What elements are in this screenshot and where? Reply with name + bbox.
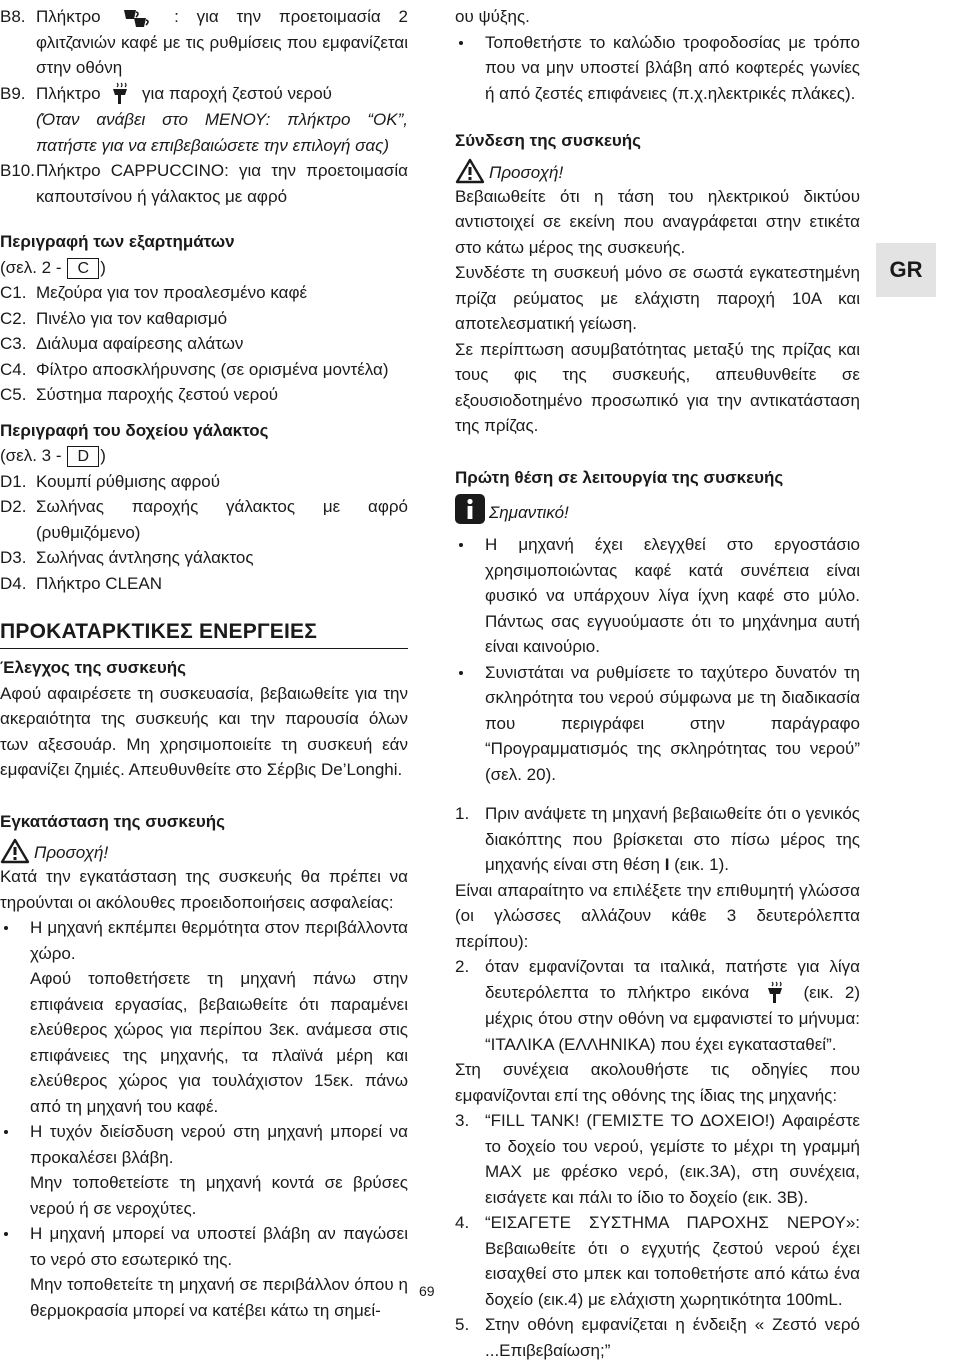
item-number: B10. xyxy=(0,161,35,181)
connect-paragraph: Σε περίπτωση ασυμβατότητας μεταξύ της πρίζας και τους φις της συσκευής, απευθυνθείτε σε εξουσιοδοτημένο προσωπικό για την αντικατάσταση της πρίζας. xyxy=(455,339,860,435)
right-column xyxy=(455,4,860,1363)
list-item-b8 xyxy=(0,4,408,81)
step-number: 5. xyxy=(455,1315,470,1335)
item-text-cont: : για την προετοιμασία 2 φλιτζανιών καφέ με τις ρυθμίσεις που εμφανίζεται στην οθόνη xyxy=(36,7,408,77)
bullet-subtext: Αφού τοποθετήσετε τη μηχανή πάνω στην επιφάνεια εργασίας, βεβαιωθείτε ότι παραμένει ελεύθερος χώρος για περίπου 3εκ. ανάμεσα στις επιφάνειες της μηχανής, τα πλαϊνά μέρη και ελεύθερος χώρος για τουλάχιστον 15εκ. πάνω από τη μηχανή του καφέ. xyxy=(30,969,408,1116)
step-text: “FILL TANK! (ΓΕΜΙΣΤΕ ΤΟ ΔΟΧΕΙΟ!) Αφαιρέστε το δοχείο του νερού, γεμίστε το μέχρι τη γραμμή MAX με φρέσκο νερό, (εικ.3A), στη συνέχεια, εισάγετε και πάλι το ίδιο το δοχείο (εικ. 3B). xyxy=(485,1111,860,1207)
follow-paragraph: Στη συνέχεια ακολουθήστε τις οδηγίες που εμφανίζονται επί της οθόνης της ίδιας της μηχανής: xyxy=(455,1060,860,1105)
step-number: 4. xyxy=(455,1213,470,1233)
bullet-text: Η μηχανή εκπέμπει θερμότητα στον περιβάλλοντα χώρο. xyxy=(30,918,408,963)
bullet-item xyxy=(455,660,860,788)
step-number: 1. xyxy=(455,804,470,823)
milk-heading: Περιγραφή του δοχείου γάλακτος xyxy=(0,420,269,440)
list-item xyxy=(0,469,408,495)
parts-list xyxy=(0,280,408,408)
item-number: B8. xyxy=(0,7,26,26)
bullet-text: Η μηχανή έχει ελεγχθεί στο εργοστάσιο χρησιμοποιώντας καφέ κατά συνέπεια είναι φυσικό να υπάρχουν λίγα ίχνη καφέ στο μύλο. Πάντως σας εγγυούμαστε ότι το μηχάνημα αυτή είναι καινούριο. xyxy=(485,535,860,656)
step-4 xyxy=(455,1210,860,1312)
b9-note: (Όταν ανάβει στο ΜΕΝΟΥ: πλήκτρο “ΟΚ”, πατήστε για να επιβεβαιώσετε την επιλογή σας) xyxy=(36,110,408,155)
connect-paragraph: Βεβαιωθείτε ότι η τάση του ηλεκτρικού δικτύου αντιστοιχεί σε εκείνη που αναγράφεται στην ετικέτα στο κάτω μέρος της συσκευής. xyxy=(455,186,860,257)
item-text: Πινέλο για τον καθαρισμό xyxy=(36,308,228,328)
bullet-item xyxy=(455,30,860,107)
ref-suffix: ) xyxy=(100,257,106,277)
warning-label: Προσοχή! xyxy=(489,162,564,182)
connect-paragraph: Συνδέστε τη συσκευή μόνο σε σωστά εγκατεστημένη πρίζα ρεύματος με ελάχιστη παροχή 10A και αποτελεσματική γείωση. xyxy=(455,263,860,333)
list-item xyxy=(0,331,408,357)
check-paragraph: Αφού αφαιρέσετε τη συσκευασία, βεβαιωθείτε για την ακεραιότητα της συσκευής και την παρουσία όλων των αξεσουάρ. Μη χρησιμοποιείτε τη συσκευή εάν εμφανίζει ζημιές. Απευθυνθείτε στο Σέρβις De’Longhi. xyxy=(0,683,408,780)
step-number: 2. xyxy=(455,957,470,976)
info-icon xyxy=(455,494,485,524)
warning-notice xyxy=(0,838,408,864)
hot-water-icon xyxy=(109,81,133,107)
item-number: C4. xyxy=(0,359,27,379)
ref-suffix: ) xyxy=(100,446,106,466)
bullet-dot xyxy=(0,915,30,966)
item-text: Μεζούρα για τον προαλεσμένο καφέ xyxy=(36,283,308,303)
bullet-subtext: Μην τοποθετείτε τη μηχανή σε περιβάλλον όπου η θερμοκρασία μπορεί να κατέβει κάτω τη σημεί- xyxy=(30,1275,408,1320)
item-text: Σωλήνας άντλησης γάλακτος xyxy=(36,548,254,568)
item-text-cont: για παροχή ζεστού νερού xyxy=(142,83,332,103)
first-use-heading: Πρώτη θέση σε λειτουργία της συσκευής xyxy=(455,467,784,487)
step-5 xyxy=(455,1312,860,1363)
ref-prefix: (σελ. 2 - xyxy=(0,257,62,277)
list-item-b9 xyxy=(0,81,408,108)
step-2 xyxy=(455,954,860,1057)
warning-icon xyxy=(0,838,30,864)
bullet-item xyxy=(455,532,860,660)
list-item xyxy=(0,494,408,545)
list-item xyxy=(0,545,408,571)
step-text: όταν εμφανίζονται τα ιταλικά, πατήστε για λίγα δευτερόλεπτα το πλήκτρο εικόνα xyxy=(485,957,860,1002)
reference-box: C xyxy=(67,258,99,279)
milk-list xyxy=(0,469,408,597)
bullet-dot xyxy=(455,660,485,788)
bullet-item xyxy=(0,1221,408,1272)
bullet-subtext: Μην τοποθετείστε τη μηχανή κοντά σε βρύσες νερού ή σε νεροχύτες. xyxy=(30,1173,408,1218)
list-item-b10 xyxy=(0,158,408,209)
list-item xyxy=(0,357,408,383)
item-number: B9. xyxy=(0,83,26,103)
item-text: Κουμπί ρύθμισης αφρού xyxy=(36,471,221,491)
bullet-text: Η μηχανή μπορεί να υποστεί βλάβη αν παγώσει το νερό στο εσωτερικό της. xyxy=(30,1224,408,1269)
item-number: D2. xyxy=(0,497,27,517)
item-text: Πλήκτρο CLEAN xyxy=(36,573,162,593)
item-number: D4. xyxy=(0,573,27,593)
step-text: “ΕΙΣΑΓΕΤΕ ΣΥΣΤΗΜΑ ΠΑΡΟΧΗΣ ΝΕΡΟΥ»: Βεβαιωθείτε ότι ο εγχυτής ζεστού νερού έχει εισαχθεί στο μπεκ και τοποθετήστε από κάτω ένα δοχείο (εικ.4) με ελάχιστη χωρητικότητα 100mL. xyxy=(485,1213,860,1309)
page-number: 69 xyxy=(419,1283,435,1299)
warning-notice xyxy=(455,158,860,184)
list-item xyxy=(0,280,408,306)
list-item xyxy=(0,382,408,408)
item-text: Σωλήνας παροχής γάλακτος με αφρό (ρυθμιζόμενο) xyxy=(36,497,408,542)
connect-heading: Σύνδεση της συσκευής xyxy=(455,131,642,150)
step-text: Πριν ανάψετε τη μηχανή βεβαιωθείτε ότι ο γενικός διακόπτης που βρίσκεται στο πίσω μέρος της μηχανής είναι στη θέση xyxy=(485,804,860,874)
parts-heading: Περιγραφή των εξαρτημάτων xyxy=(0,232,235,252)
list-item xyxy=(0,306,408,332)
item-number: C5. xyxy=(0,385,27,405)
item-text: Πλήκτρο CAPPUCCINO: για την προετοιμασία καπουτσίνου ή γάλακτος με αφρό xyxy=(36,161,408,206)
warning-label: Προσοχή! xyxy=(34,843,109,863)
language-paragraph: Είναι απαραίτητο να επιλέξετε την επιθυμητή γλώσσα (οι γλώσσες αλλάζουν κάθε 3 δευτερόλεπτα περίπου): xyxy=(455,880,860,951)
install-heading: Εγκατάσταση της συσκευής xyxy=(0,811,226,831)
section-heading: ΠΡΟΚΑΤΑΡΚΤΙΚΕΣ ΕΝΕΡΓΕΙΕΣ xyxy=(0,618,408,649)
bullet-dot xyxy=(455,30,485,107)
step-text-cont: (εικ. 1). xyxy=(669,855,729,874)
language-tab: GR xyxy=(876,243,936,297)
reference-box: D xyxy=(67,446,99,467)
step-3 xyxy=(455,1108,860,1210)
check-heading: Έλεγχος της συσκευής xyxy=(0,658,186,678)
bullet-dot xyxy=(455,532,485,660)
step-number: 3. xyxy=(455,1111,470,1131)
bullet-text: Τοποθετήστε το καλώδιο τροφοδοσίας με τρόπο που να μην υποστεί βλάβη από κοφτερές γωνίες ή από ζεστές επιφάνειες (π.χ.ηλεκτρικές πλάκες). xyxy=(485,32,860,103)
step-text-cont: (εικ. 2) μέχρις ότου στην οθόνη να εμφανιστεί το μήνυμα: “ΙΤΑΛΙΚΑ (ΕΛΛΗΝΙΚΑ) που έχει εγκατασταθεί”. xyxy=(485,982,860,1054)
list-item xyxy=(0,571,408,597)
continued-text: ου ψύξης. xyxy=(455,7,530,26)
ref-prefix: (σελ. 3 - xyxy=(0,446,62,466)
item-number: D3. xyxy=(0,548,27,568)
item-text: Διάλυμα αφαίρεσης αλάτων xyxy=(36,334,244,354)
item-number: C2. xyxy=(0,308,27,328)
bullet-text: Η τυχόν διείσδυση νερού στη μηχανή μπορεί να προκαλέσει βλάβη. xyxy=(30,1122,408,1167)
item-text: Πλήκτρο xyxy=(36,7,101,26)
install-intro: Κατά την εγκατάσταση της συσκευής θα πρέπει να τηρούνται οι ακόλουθες προειδοποιήσεις ασφαλείας: xyxy=(0,867,408,912)
important-notice xyxy=(455,494,860,524)
item-number: C1. xyxy=(0,283,27,303)
item-text: Πλήκτρο xyxy=(36,83,101,103)
switch-position: I xyxy=(664,855,670,874)
bullet-text: Συνιστάται να ρυθμίσετε το ταχύτερο δυνατόν τη σκληρότητα του νερού σύμφωνα με τη διαδικασία που περιγράφει στην παράγραφο “Προγραμματισμός της σκληρότητας του νερού” (σελ. 20). xyxy=(485,662,860,784)
step-1 xyxy=(455,801,860,878)
warning-icon xyxy=(455,158,485,184)
item-text: Σύστημα παροχής ζεστού νερού xyxy=(36,385,279,405)
milk-reference xyxy=(0,443,408,469)
step-text: Στην οθόνη εμφανίζεται η ένδειξη « Ζεστό νερό ...Επιβεβαίωση;” xyxy=(485,1315,860,1360)
item-text: Φίλτρο αποσκλήρυνσης (σε ορισμένα μοντέλα) xyxy=(36,359,389,379)
hot-water-icon xyxy=(764,980,788,1006)
two-cups-icon xyxy=(122,7,152,29)
bullet-item xyxy=(0,1119,408,1170)
item-number: C3. xyxy=(0,334,27,354)
important-label: Σημαντικό! xyxy=(489,503,569,522)
bullet-dot xyxy=(0,1119,30,1170)
left-column xyxy=(0,4,408,1323)
item-number: D1. xyxy=(0,471,27,491)
parts-reference xyxy=(0,255,408,281)
bullet-item xyxy=(0,915,408,966)
bullet-dot xyxy=(0,1221,30,1272)
